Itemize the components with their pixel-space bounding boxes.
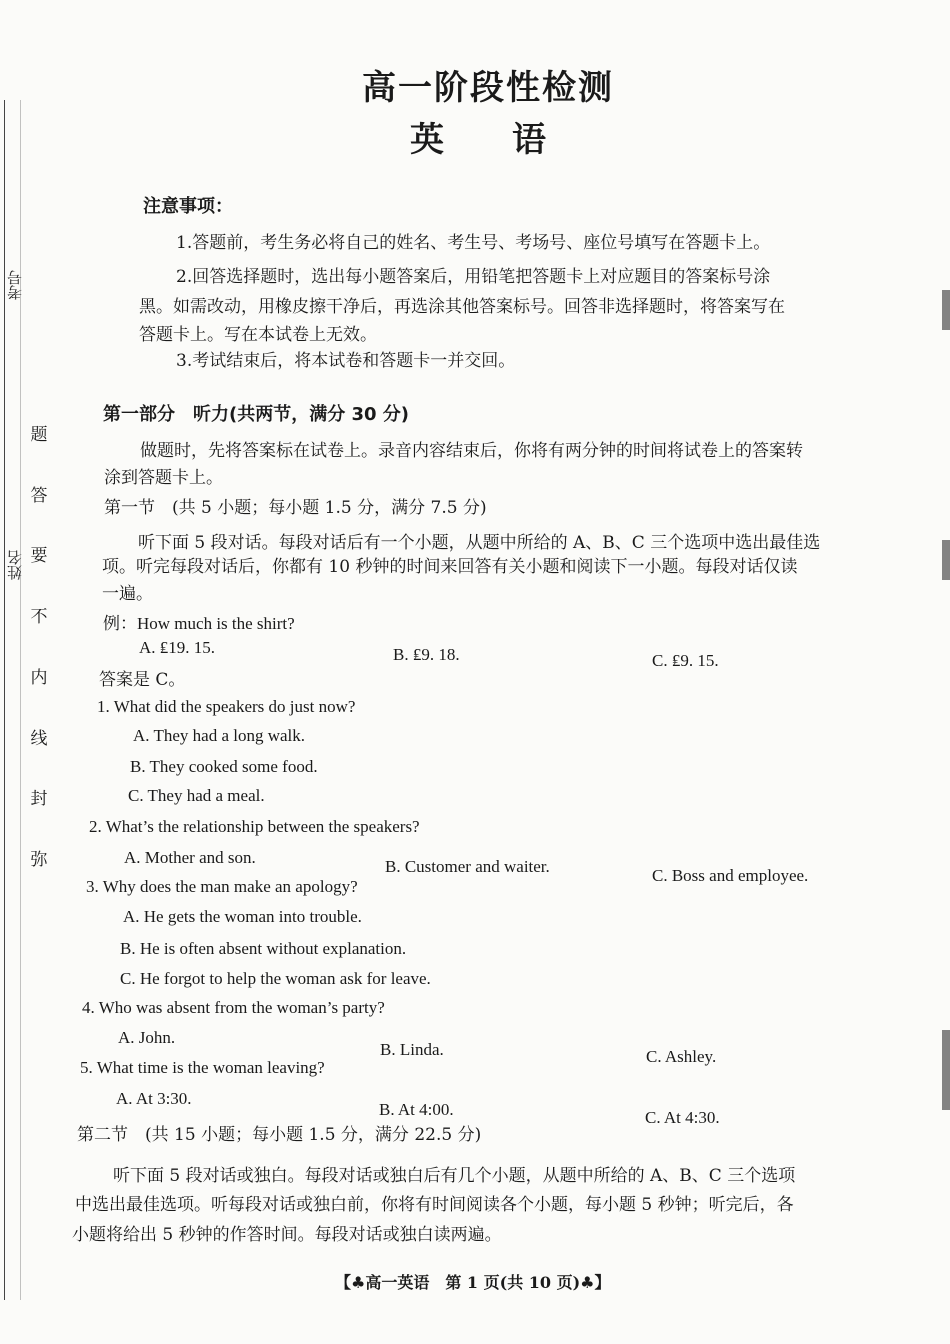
seal-char: 不	[30, 607, 48, 628]
section1-intro: 项。听完每段对话后，你都有 10 秒钟的时间来回答有关小题和阅读下一小题。每段对话仅读	[102, 557, 798, 577]
seal-char: 内	[30, 667, 48, 688]
section1-intro: 听下面 5 段对话。每段对话后有一个小题，从题中所给的 A、B、C 三个选项中选出最佳选	[138, 533, 821, 553]
section2-heading: 第二节 (共 15 小题；每小题 1.5 分，满分 22.5 分)	[77, 1125, 482, 1145]
notice-line: 黑。如需改动，用橡皮擦干净后，再选涂其他答案标号。回答非选择题时，将答案写在	[139, 297, 785, 317]
example-option-c: C. ₤9. 15.	[652, 651, 719, 670]
notice-line: 答题卡上。写在本试卷上无效。	[139, 325, 377, 345]
page-footer: 【♣高一英语 第 1 页(共 10 页)♣】	[335, 1273, 611, 1292]
seal-char: 答	[30, 485, 48, 506]
name-label: 姓名	[6, 550, 24, 580]
notice-heading: 注意事项：	[143, 196, 233, 217]
example-answer: 答案是 C。	[99, 670, 186, 690]
question: 3. Why does the man make an apology?	[86, 877, 358, 896]
example-option-a: A. ₤19. 15.	[139, 638, 216, 657]
number-label: 考号	[6, 270, 24, 300]
section1-intro: 一遍。	[102, 584, 153, 604]
question: 2. What’s the relationship between the speakers?	[89, 817, 420, 836]
seal-char: 弥	[30, 849, 48, 870]
question-option: B. They cooked some food.	[130, 757, 318, 776]
question-option: C. Boss and employee.	[652, 866, 809, 885]
part1-intro: 做题时，先将答案标在试卷上。录音内容结束后，你将有两分钟的时间将试卷上的答案转	[140, 441, 803, 461]
seal-char: 封	[30, 789, 48, 810]
scan-mark	[942, 540, 950, 580]
question-option: A. They had a long walk.	[133, 726, 306, 745]
example-question: 例：How much is the shirt?	[103, 614, 295, 633]
part1-intro: 涂到答题卡上。	[104, 468, 223, 488]
question: 4. Who was absent from the woman’s party?	[82, 998, 385, 1017]
question-option: A. At 3:30.	[116, 1089, 192, 1108]
question-option: B. Customer and waiter.	[385, 857, 550, 876]
seal-char: 要	[30, 546, 48, 567]
seal-char: 题	[30, 425, 48, 445]
question-option: B. He is often absent without explanation.	[120, 939, 407, 958]
scan-mark	[942, 290, 950, 330]
section2-intro: 中选出最佳选项。听每段对话或独白前，你将有时间阅读各个小题，每小题 5 秒钟；听完后，各	[75, 1195, 794, 1215]
section2-intro: 听下面 5 段对话或独白。每段对话或独白后有几个小题，从题中所给的 A、B、C 三个选项	[113, 1166, 796, 1186]
question-option: A. He gets the woman into trouble.	[123, 907, 362, 926]
question-option: A. John.	[118, 1028, 176, 1047]
seal-line-text	[27, 420, 51, 870]
question-option: B. At 4:00.	[379, 1100, 454, 1119]
notice-line: 1.答题前，考生务必将自己的姓名、考生号、考场号、座位号填写在答题卡上。	[176, 233, 771, 253]
notice-line: 2.回答选择题时，选出每小题答案后，用铅笔把答题卡上对应题目的答案标号涂	[176, 267, 771, 287]
section2-intro: 小题将给出 5 秒钟的作答时间。每段对话或独白读两遍。	[72, 1225, 502, 1245]
scan-mark	[942, 1030, 950, 1110]
question-option: C. They had a meal.	[128, 786, 265, 805]
seal-char: 线	[30, 728, 48, 749]
subject-title: 英 语	[410, 120, 546, 160]
question: 1. What did the speakers do just now?	[97, 697, 356, 716]
section1-heading: 第一节 (共 5 小题；每小题 1.5 分，满分 7.5 分)	[104, 498, 487, 518]
question-option: A. Mother and son.	[124, 848, 256, 867]
example-option-b: B. ₤9. 18.	[393, 645, 460, 664]
question-option: C. He forgot to help the woman ask for leave.	[120, 969, 431, 988]
question: 5. What time is the woman leaving?	[80, 1058, 325, 1077]
part1-heading: 第一部分 听力(共两节，满分 30 分)	[103, 404, 410, 425]
question-option: B. Linda.	[380, 1040, 444, 1059]
exam-title: 高一阶段性检测	[362, 68, 614, 108]
notice-line: 3.考试结束后，将本试卷和答题卡一并交回。	[176, 351, 516, 371]
question-option: C. At 4:30.	[645, 1108, 720, 1127]
question-option: C. Ashley.	[646, 1047, 717, 1066]
